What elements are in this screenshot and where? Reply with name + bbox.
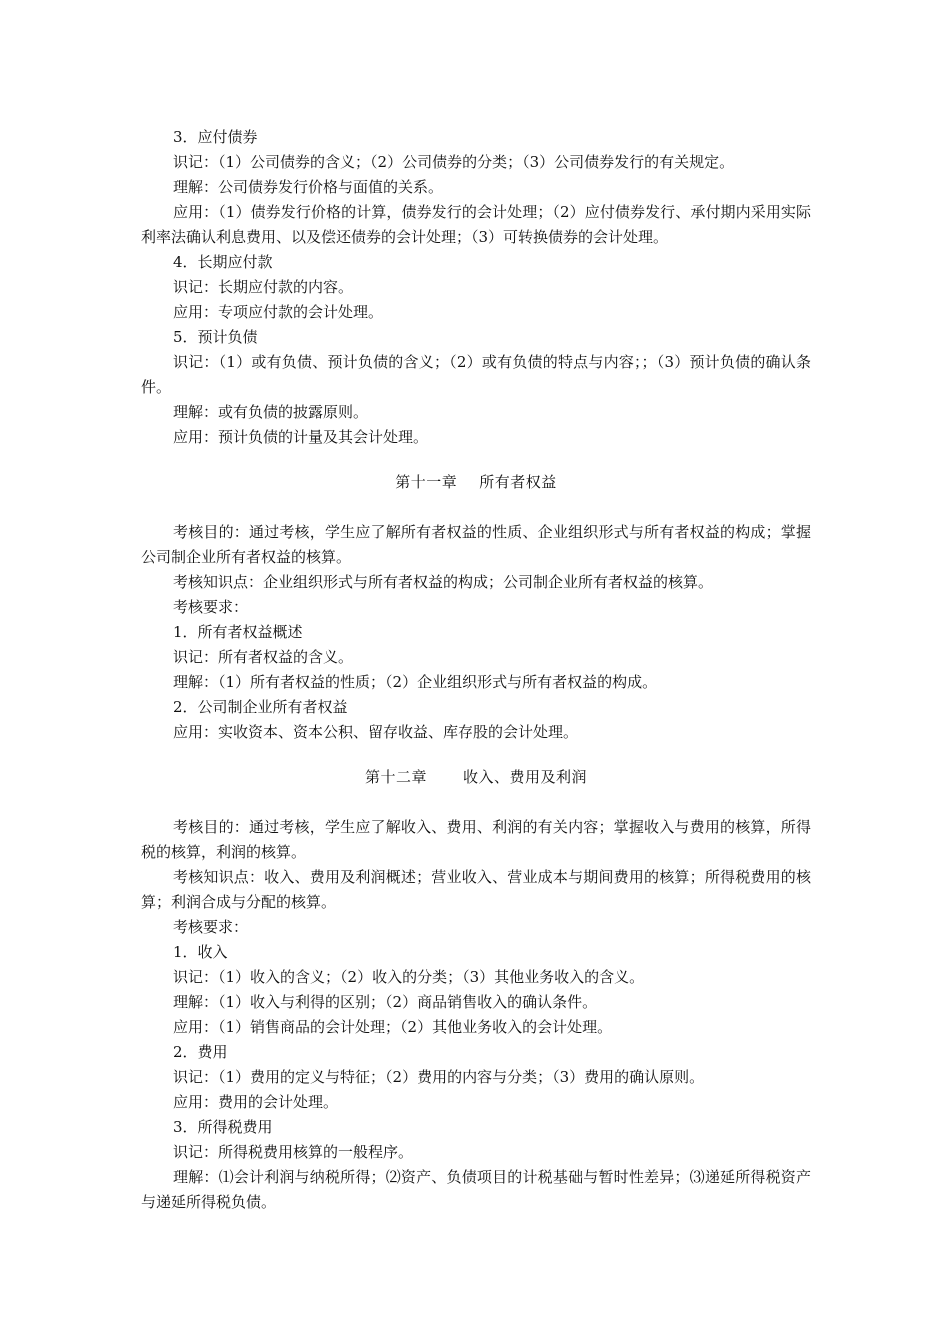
heading-provisions: 5．预计负债 bbox=[173, 328, 258, 346]
heading-bonds-payable: 3．应付债券 bbox=[173, 128, 258, 146]
section-heading: 1．收入 bbox=[173, 943, 228, 961]
paragraph: 考核目的：通过考核，学生应了解收入、费用、利润的有关内容；掌握收入与费用的核算，所得税的核算，利润的核算。 bbox=[141, 818, 811, 861]
chapter-12-title: 收入、费用及利润 bbox=[463, 768, 588, 786]
paragraph: 识记：（1）收入的含义；（2）收入的分类；（3）其他业务收入的含义。 bbox=[173, 968, 645, 986]
document-body bbox=[141, 125, 811, 1215]
section-heading: 2．费用 bbox=[173, 1043, 228, 1061]
paragraph: 考核知识点：收入、费用及利润概述；营业收入、营业成本与期间费用的核算；所得税费用的核算；利润合成与分配的核算。 bbox=[141, 868, 811, 911]
chapter-11-heading bbox=[141, 470, 811, 495]
paragraph: 识记：（1）公司债券的含义；（2）公司债券的分类；（3）公司债券发行的有关规定。 bbox=[173, 153, 735, 171]
paragraph: 识记：所得税费用核算的一般程序。 bbox=[173, 1143, 414, 1161]
paragraph: 识记：（1）费用的定义与特征；（2）费用的内容与分类；（3）费用的确认原则。 bbox=[173, 1068, 705, 1086]
chapter-11-title: 所有者权益 bbox=[479, 473, 557, 491]
paragraph: 应用：（1）销售商品的会计处理；（2）其他业务收入的会计处理。 bbox=[173, 1018, 613, 1036]
paragraph: 考核要求： bbox=[173, 918, 249, 936]
paragraph: 应用：专项应付款的会计处理。 bbox=[173, 303, 384, 321]
chapter-11-number: 第十一章 bbox=[395, 473, 458, 491]
paragraph: 识记：（1）或有负债、预计负债的含义；（2）或有负债的特点与内容；；（3）预计负债的确认条件。 bbox=[141, 353, 811, 396]
paragraph: 理解：⑴会计利润与纳税所得；⑵资产、负债项目的计税基础与暂时性差异；⑶递延所得税资产与递延所得税负债。 bbox=[141, 1168, 811, 1211]
section-heading: 3．所得税费用 bbox=[173, 1118, 273, 1136]
paragraph: 应用：（1）债券发行价格的计算，债券发行的会计处理；（2）应付债券发行、承付期内采用实际利率法确认利息费用、以及偿还债券的会计处理；（3）可转换债券的会计处理。 bbox=[141, 203, 811, 246]
paragraph: 理解：或有负债的披露原则。 bbox=[173, 403, 369, 421]
paragraph: 考核知识点：企业组织形式与所有者权益的构成；公司制企业所有者权益的核算。 bbox=[173, 573, 714, 591]
paragraph: 识记：长期应付款的内容。 bbox=[173, 278, 354, 296]
paragraph: 考核要求： bbox=[173, 598, 249, 616]
chapter-12-heading bbox=[141, 765, 811, 790]
paragraph: 识记：所有者权益的含义。 bbox=[173, 648, 354, 666]
paragraph: 考核目的：通过考核，学生应了解所有者权益的性质、企业组织形式与所有者权益的构成；掌握公司制企业所有者权益的核算。 bbox=[141, 523, 811, 566]
section-heading: 2．公司制企业所有者权益 bbox=[173, 698, 348, 716]
paragraph: 应用：实收资本、资本公积、留存收益、库存股的会计处理。 bbox=[173, 723, 579, 741]
paragraph: 应用：预计负债的计量及其会计处理。 bbox=[173, 428, 429, 446]
paragraph: 应用：费用的会计处理。 bbox=[173, 1093, 339, 1111]
paragraph: 理解：（1）所有者权益的性质；（2）企业组织形式与所有者权益的构成。 bbox=[173, 673, 658, 691]
paragraph: 理解：公司债券发行价格与面值的关系。 bbox=[173, 178, 444, 196]
section-heading: 1．所有者权益概述 bbox=[173, 623, 303, 641]
paragraph: 理解：（1）收入与利得的区别；（2）商品销售收入的确认条件。 bbox=[173, 993, 598, 1011]
heading-long-term-payables: 4．长期应付款 bbox=[173, 253, 273, 271]
chapter-12-number: 第十二章 bbox=[364, 768, 427, 786]
